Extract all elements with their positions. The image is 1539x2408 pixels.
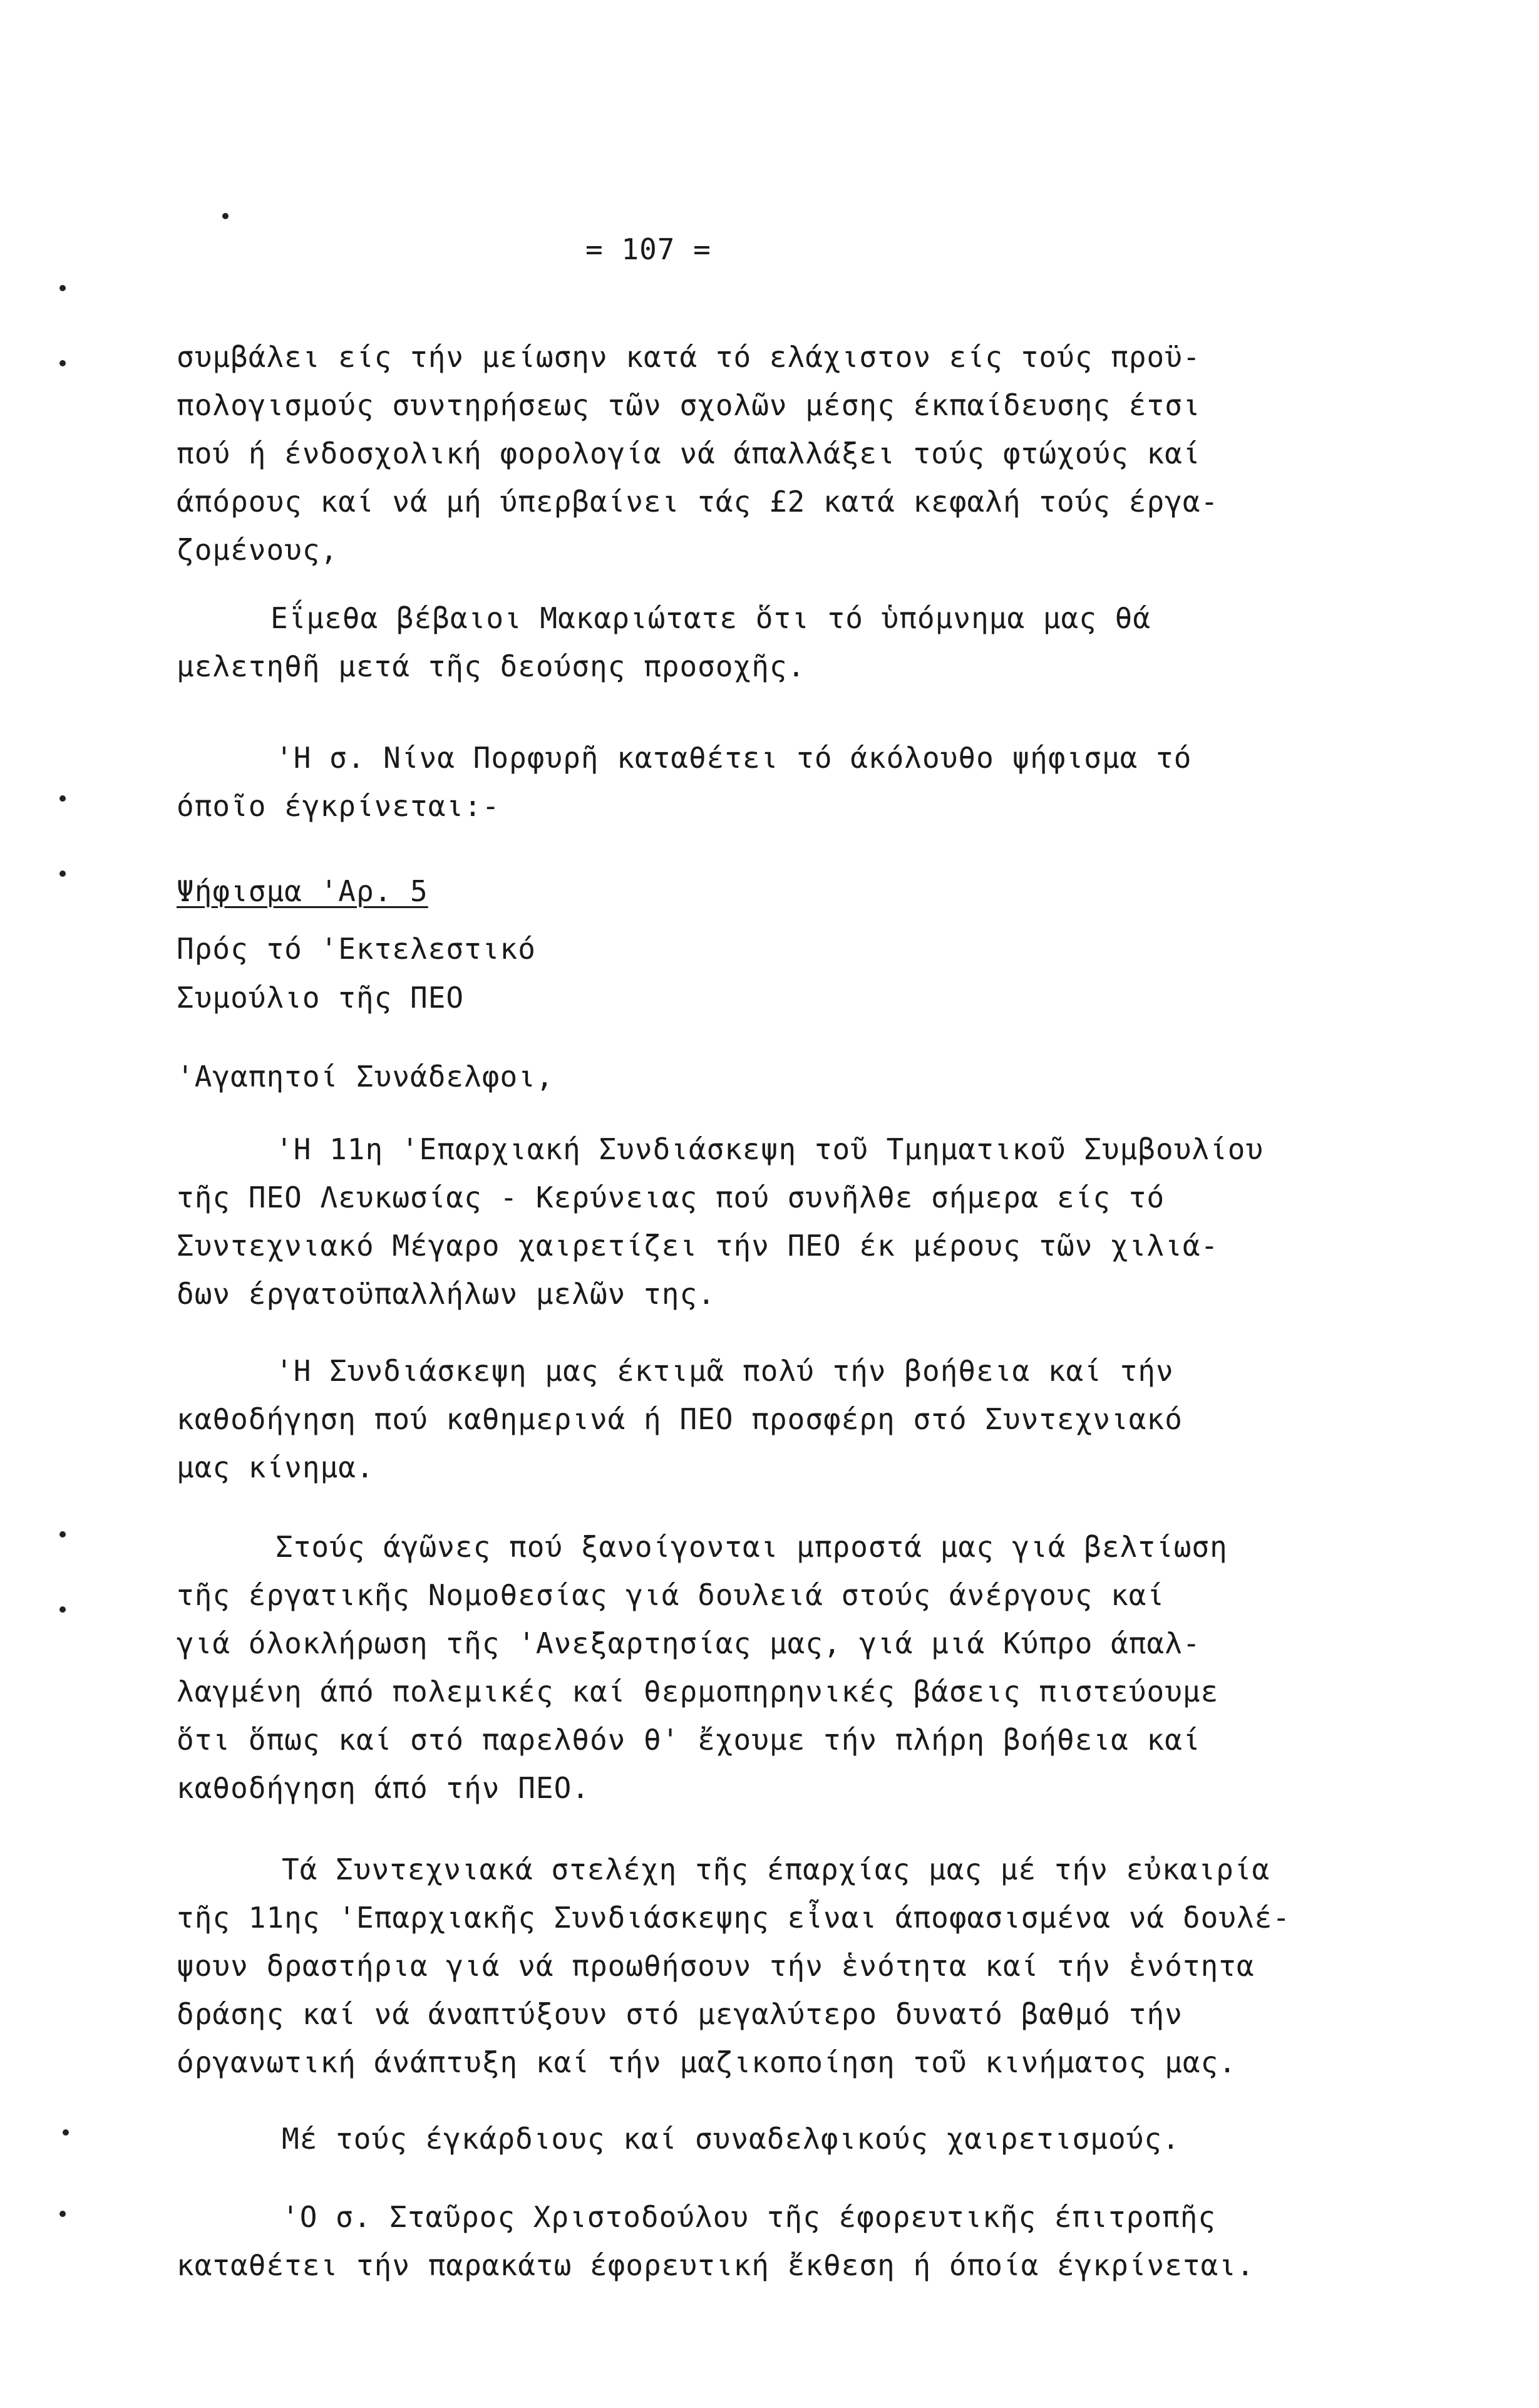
text-line: τῆς 11ης 'Επαρχιακῆς Συνδιάσκεψης εἶναι άποφασισμένα νά δουλέ- [177,1901,1291,1935]
closing-line: Μέ τούς έγκάρδιους καί συναδελφικούς χαιρετισμούς. [282,2122,1180,2156]
text-line: όποῖο έγκρίνεται:- [177,789,500,823]
text-line: γιά όλοκλήρωση τῆς 'Ανεξαρτησίας μας, γιά μιά Κύπρο άπαλ- [177,1626,1201,1660]
text-line: 'Ο σ. Σταῦρος Χριστοδούλου τῆς έφορευτικῆς έπιτροπῆς [282,2200,1217,2234]
text-line: 'Η σ. Νίνα Πορφυρῆ καταθέτει τό άκόλουθο ψήφισμα τό [275,741,1192,775]
scan-speck [59,1606,66,1613]
text-line: πολογισμούς συντηρήσεως τῶν σχολῶν μέσης έκπαίδευσης έτσι [177,388,1201,422]
page-number: = 107 = [585,232,711,266]
scan-speck [63,2129,69,2136]
scan-speck [222,213,229,219]
addressee-line: Συμούλιο τῆς ΠΕΟ [177,981,465,1015]
scan-speck [59,360,66,366]
text-line: δράσης καί νά άναπτύξουν στό μεγαλύτερο δυνατό βαθμό τήν [177,1997,1183,2031]
resolution-title: Ψήφισμα 'Αρ. 5 [177,874,428,908]
scan-speck [59,1531,66,1537]
text-line: καταθέτει τήν παρακάτω έφορευτική ἔκθεση ή όποία έγκρίνεται. [177,2248,1255,2282]
text-line: Συντεχνιακό Μέγαρο χαιρετίζει τήν ΠΕΟ έκ μέρους τῶν χιλιά- [177,1229,1219,1263]
text-line: καθοδήγηση άπό τήν ΠΕΟ. [177,1771,590,1805]
text-line: μας κίνημα. [177,1450,374,1484]
text-line: τῆς ΠΕΟ Λευκωσίας - Κερύνειας πού συνῆλθε σήμερα είς τό [177,1181,1165,1214]
text-line: λαγμένη άπό πολεμικές καί θερμοπηρηνικές βάσεις πιστεύουμε [177,1675,1219,1708]
scan-speck [59,2211,66,2217]
addressee-line: Πρός τό 'Εκτελεστικό [177,932,536,966]
text-line: πού ή ένδοσχολική φορολογία νά άπαλλάξει τούς φτώχούς καί [177,437,1201,470]
salutation: 'Αγαπητοί Συνάδελφοι, [177,1060,554,1093]
text-line: δων έργατοϋπαλλήλων μελῶν της. [177,1277,716,1311]
text-line: όργανωτική άνάπτυξη καί τήν μαζικοποίηση τοῦ κινήματος μας. [177,2045,1237,2079]
text-line: καθοδήγηση πού καθημερινά ή ΠΕΟ προσφέρη στό Συντεχνιακό [177,1402,1183,1436]
scan-speck [59,871,66,877]
text-line: 'Η Συνδιάσκεψη μας έκτιμᾶ πολύ τήν βοήθεια καί τήν [275,1354,1174,1388]
text-line: ζομένους, [177,533,339,567]
text-line: Στούς άγῶνες πού ξανοίγονται μπροστά μας γιά βελτίωση [275,1530,1228,1564]
text-line: τῆς έργατικῆς Νομοθεσίας γιά δουλειά στούς άνέργους καί [177,1578,1165,1612]
text-line: μελετηθῆ μετά τῆς δεούσης προσοχῆς. [177,649,806,683]
text-line: 'Η 11η 'Επαρχιακή Συνδιάσκεψη τοῦ Τμηματικοῦ Συμβουλίου [275,1132,1264,1166]
text-line: ψουν δραστήρια γιά νά προωθήσουν τήν ἑνότητα καί τήν ἑνότητα [177,1949,1255,1983]
text-line: άπόρους καί νά μή ύπερβαίνει τάς £2 κατά κεφαλή τούς έργα- [177,485,1219,519]
text-line: ὅτι ὅπως καί στό παρελθόν θ' ἔχουμε τήν πλήρη βοήθεια καί [177,1723,1201,1757]
scan-speck [59,285,66,291]
text-line: Τά Συντεχνιακά στελέχη τῆς έπαρχίας μας μέ τήν εὐκαιρία [282,1853,1270,1886]
scan-speck [59,795,66,802]
text-line: Εΐμεθα βέβαιοι Μακαριώτατε ὅτι τό ὑπόμνημα μας θά [270,601,1151,635]
text-line: συμβάλει είς τήν μείωσην κατά τό ελάχιστον είς τούς προϋ- [177,340,1201,374]
